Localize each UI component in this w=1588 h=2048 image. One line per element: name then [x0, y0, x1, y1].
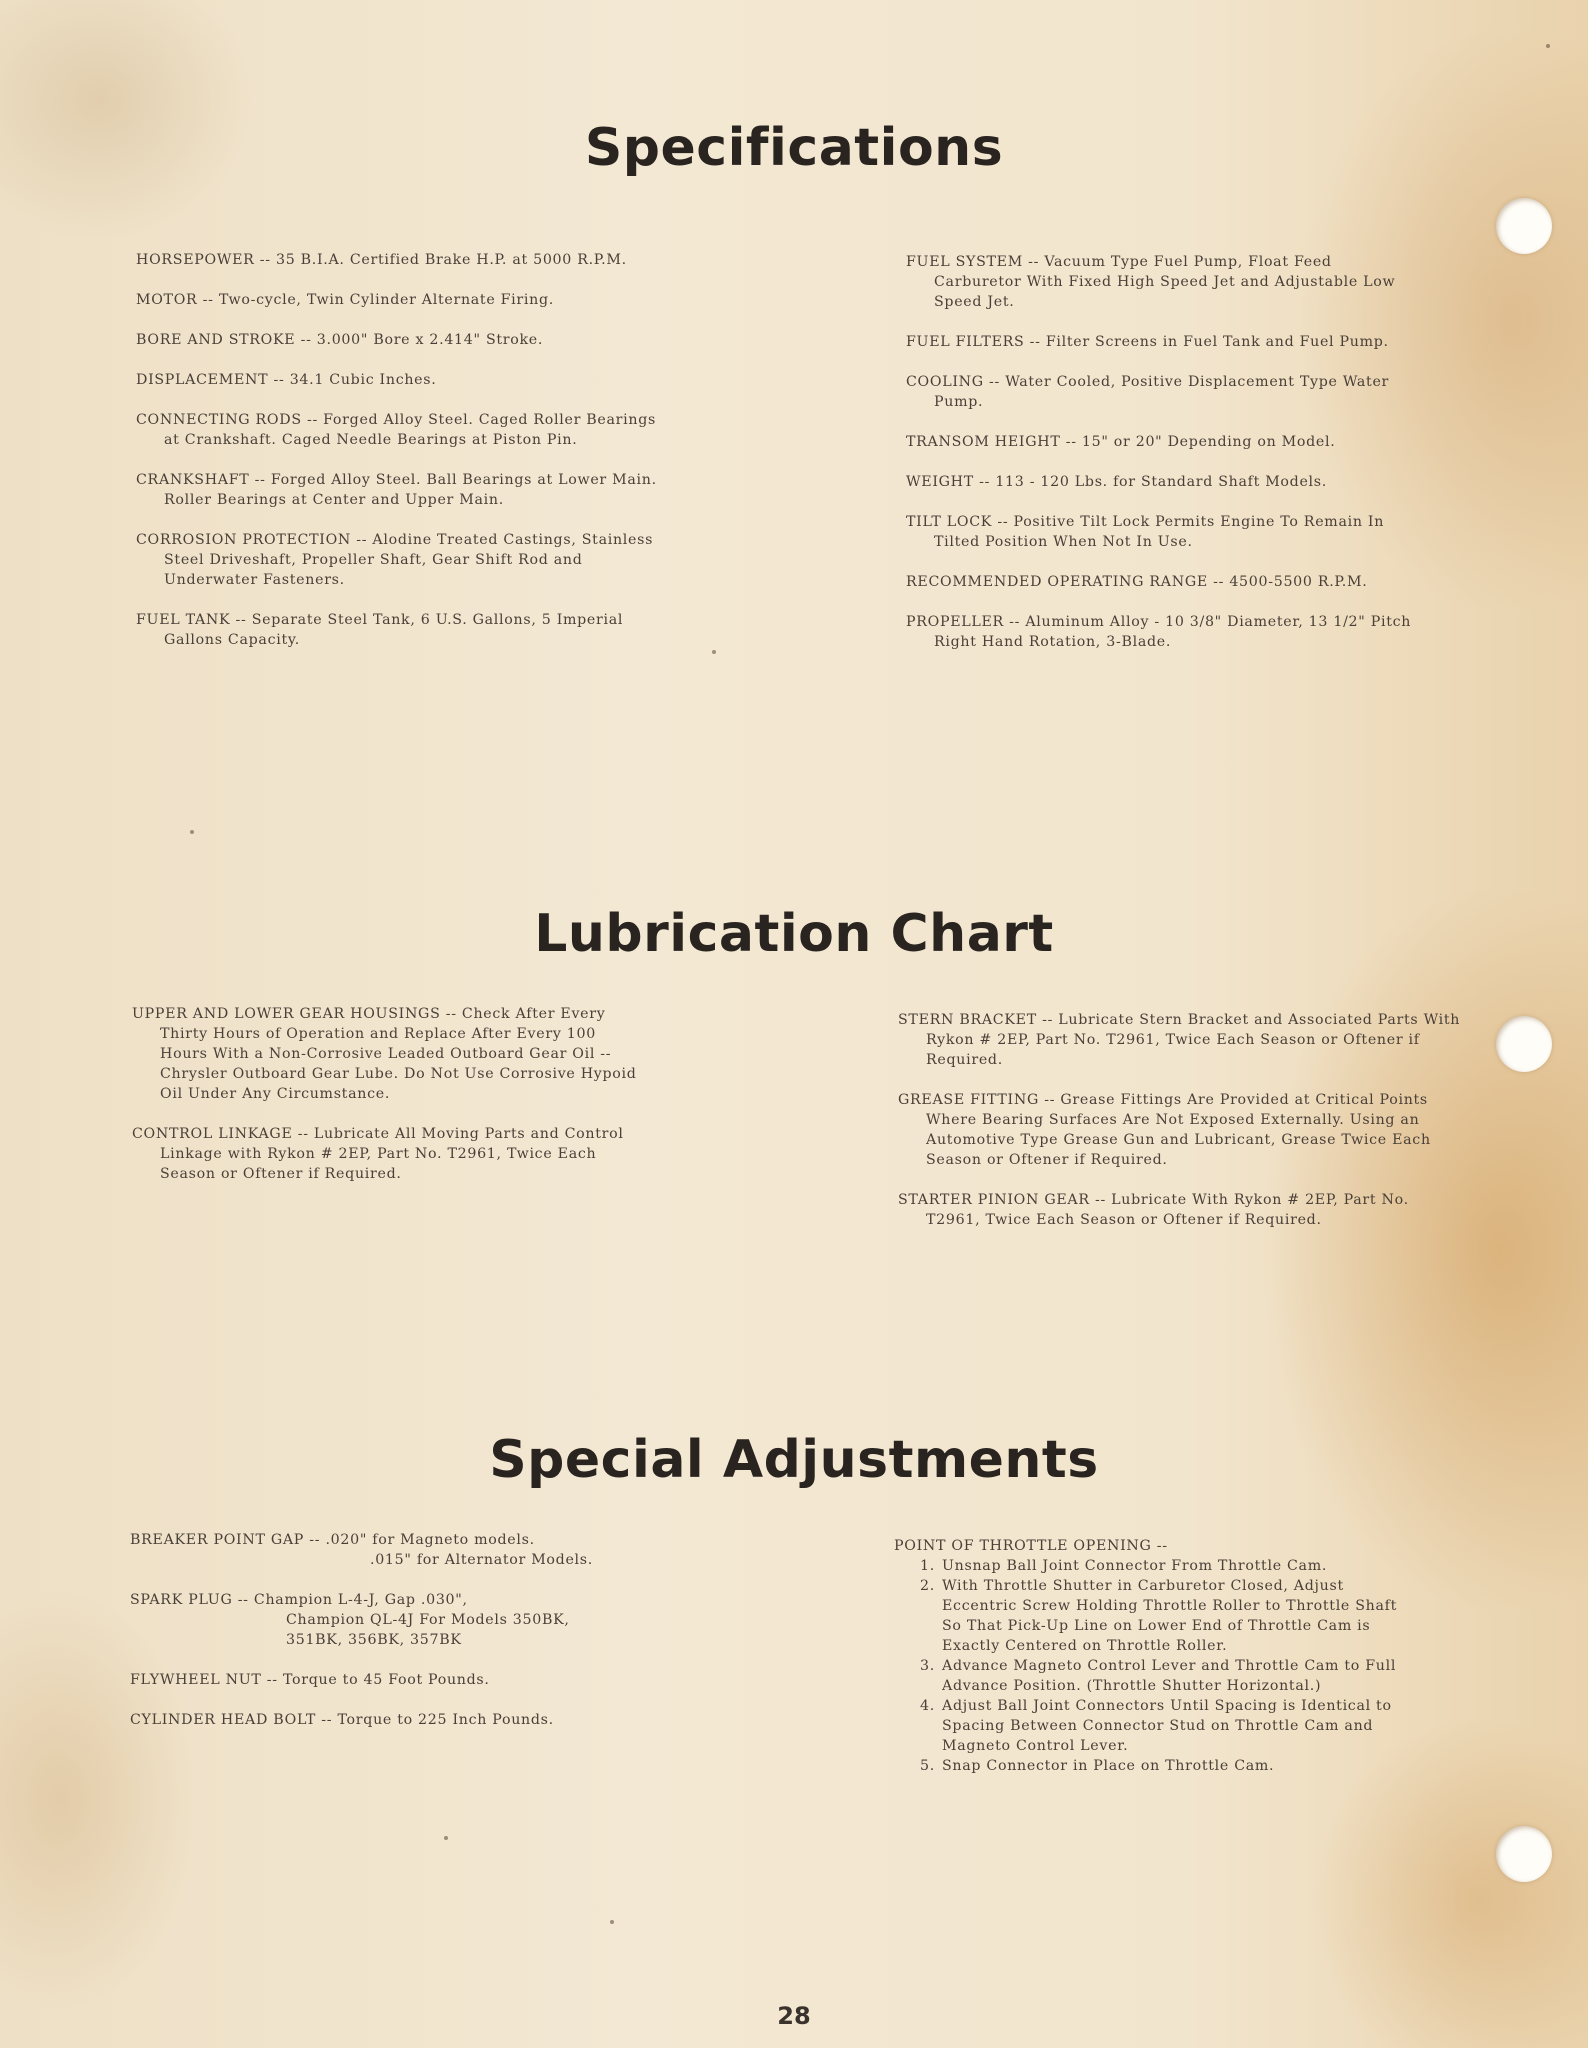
lube-entry-starter-pinion-gear: STARTER PINION GEAR -- Lubricate With Rykon # 2EP, Part No. T2961, Twice Each Season or Oftener if Required. — [898, 1192, 1409, 1228]
throttle-opening-steps — [894, 1556, 1414, 1776]
step-text: Unsnap Ball Joint Connector From Throttle Cam. — [942, 1558, 1328, 1574]
step-text: Snap Connector in Place on Throttle Cam. — [942, 1758, 1275, 1774]
step-number: 4. — [920, 1698, 935, 1714]
specifications-heading: Specifications — [584, 118, 1004, 178]
adjustment-spark-plug — [130, 1590, 670, 1650]
spark-plug-line-1: SPARK PLUG -- Champion L-4-J, Gap .030", — [130, 1592, 468, 1608]
spec-entry-crankshaft: CRANKSHAFT -- Forged Alloy Steel. Ball Bearings at Lower Main. Roller Bearings at Center and Upper Main. — [136, 472, 657, 508]
spark-plug-line-3: 351BK, 356BK, 357BK — [286, 1632, 462, 1648]
spec-entry-motor: MOTOR -- Two-cycle, Twin Cylinder Alternate Firing. — [136, 292, 554, 308]
paper-speck — [444, 1836, 448, 1840]
paper-speck — [190, 830, 194, 834]
throttle-opening-heading: POINT OF THROTTLE OPENING -- — [894, 1538, 1168, 1554]
spec-entry-tilt-lock: TILT LOCK -- Positive Tilt Lock Permits Engine To Remain In Tilted Position When Not In Use. — [906, 514, 1385, 550]
lubrication-chart-heading: Lubrication Chart — [534, 904, 1054, 964]
throttle-step — [894, 1696, 1414, 1756]
throttle-step — [894, 1656, 1414, 1696]
breaker-point-gap-line-1: BREAKER POINT GAP -- .020" for Magneto models. — [130, 1532, 535, 1548]
step-number: 2. — [920, 1578, 935, 1594]
step-number: 1. — [920, 1558, 935, 1574]
spec-entry-connecting-rods: CONNECTING RODS -- Forged Alloy Steel. Caged Roller Bearings at Crankshaft. Caged Needle Bearings at Piston Pin. — [136, 412, 656, 448]
special-adjustments-heading: Special Adjustments — [489, 1430, 1099, 1490]
spark-plug-line-2: Champion QL-4J For Models 350BK, — [286, 1612, 570, 1628]
spec-entry-displacement: DISPLACEMENT -- 34.1 Cubic Inches. — [136, 372, 437, 388]
spec-entry-cooling: COOLING -- Water Cooled, Positive Displacement Type Water Pump. — [906, 374, 1390, 410]
spec-entry-bore-stroke: BORE AND STROKE -- 3.000" Bore x 2.414" Stroke. — [136, 332, 544, 348]
spec-entry-fuel-tank: FUEL TANK -- Separate Steel Tank, 6 U.S. Gallons, 5 Imperial Gallons Capacity. — [136, 612, 624, 648]
step-text: With Throttle Shutter in Carburetor Closed, Adjust Eccentric Screw Holding Throttle Roller to Throttle Shaft So That Pick-Up Line on Lower End of Throttle Cam is Exactly Centered on Throttle Roller. — [942, 1578, 1398, 1654]
binder-hole-middle — [1496, 1016, 1552, 1072]
spec-entry-corrosion-protection: CORROSION PROTECTION -- Alodine Treated Castings, Stainless Steel Driveshaft, Propeller Shaft, Gear Shift Rod and Underwater Fasteners. — [136, 532, 654, 588]
breaker-point-gap-line-2: .015" for Alternator Models. — [370, 1552, 593, 1568]
throttle-step — [894, 1756, 1414, 1776]
throttle-step — [894, 1576, 1414, 1656]
spec-entry-horsepower: HORSEPOWER -- 35 B.I.A. Certified Brake H.P. at 5000 R.P.M. — [136, 252, 627, 268]
spec-entry-propeller: PROPELLER -- Aluminum Alloy - 10 3/8" Diameter, 13 1/2" Pitch Right Hand Rotation, 3-Blade. — [906, 614, 1412, 650]
paper-speck — [712, 650, 716, 654]
spec-entry-weight: WEIGHT -- 113 - 120 Lbs. for Standard Shaft Models. — [906, 474, 1327, 490]
specifications-right-column — [906, 252, 1416, 672]
lube-entry-gear-housings: UPPER AND LOWER GEAR HOUSINGS -- Check After Every Thirty Hours of Operation and Replace After Every 100 Hours With a Non-Corrosive Leaded Outboard Gear Oil -- Chrysler Outboard Gear Lube. Do Not Use Corrosive Hypoid Oil Under Any Circumstance. — [132, 1006, 637, 1102]
step-number: 3. — [920, 1658, 935, 1674]
lube-entry-control-linkage: CONTROL LINKAGE -- Lubricate All Moving Parts and Control Linkage with Rykon # 2EP, Part No. T2961, Twice Each Season or Oftener if Required. — [132, 1126, 624, 1182]
lubrication-left-column — [132, 1004, 642, 1204]
step-number: 5. — [920, 1758, 935, 1774]
spec-entry-transom-height: TRANSOM HEIGHT -- 15" or 20" Depending on Model. — [906, 434, 1336, 450]
throttle-step — [894, 1556, 1414, 1576]
step-text: Adjust Ball Joint Connectors Until Spacing is Identical to Spacing Between Connector Stud on Throttle Cam and Magneto Control Lever. — [942, 1698, 1392, 1754]
binder-hole-bottom — [1496, 1826, 1552, 1882]
adjustment-flywheel-nut: FLYWHEEL NUT -- Torque to 45 Foot Pounds. — [130, 1672, 490, 1688]
specifications-left-column — [136, 250, 676, 670]
page-number: 28 — [777, 2002, 811, 2030]
adjustments-left-column — [130, 1530, 670, 1750]
binder-hole-top — [1496, 198, 1552, 254]
paper-speck — [1546, 44, 1550, 48]
lube-entry-stern-bracket: STERN BRACKET -- Lubricate Stern Bracket and Associated Parts With Rykon # 2EP, Part No. T2961, Twice Each Season or Oftener if Required. — [898, 1012, 1461, 1068]
spec-entry-operating-range: RECOMMENDED OPERATING RANGE -- 4500-5500 R.P.M. — [906, 574, 1368, 590]
step-text: Advance Magneto Control Lever and Throttle Cam to Full Advance Position. (Throttle Shutter Horizontal.) — [942, 1658, 1397, 1694]
adjustments-right-column — [894, 1536, 1414, 1776]
spec-entry-fuel-filters: FUEL FILTERS -- Filter Screens in Fuel Tank and Fuel Pump. — [906, 334, 1389, 350]
lube-entry-grease-fitting: GREASE FITTING -- Grease Fittings Are Provided at Critical Points Where Bearing Surfaces Are Not Exposed Externally. Using an Automotive Type Grease Gun and Lubricant, Grease Twice Each Season or Oftener if Required. — [898, 1092, 1431, 1168]
spec-entry-fuel-system: FUEL SYSTEM -- Vacuum Type Fuel Pump, Float Feed Carburetor With Fixed High Speed Jet and Adjustable Low Speed Jet. — [906, 254, 1396, 310]
paper-speck — [610, 1920, 614, 1924]
adjustment-cylinder-head-bolt: CYLINDER HEAD BOLT -- Torque to 225 Inch Pounds. — [130, 1712, 554, 1728]
lubrication-right-column — [898, 1010, 1468, 1250]
adjustment-breaker-point-gap — [130, 1530, 670, 1570]
